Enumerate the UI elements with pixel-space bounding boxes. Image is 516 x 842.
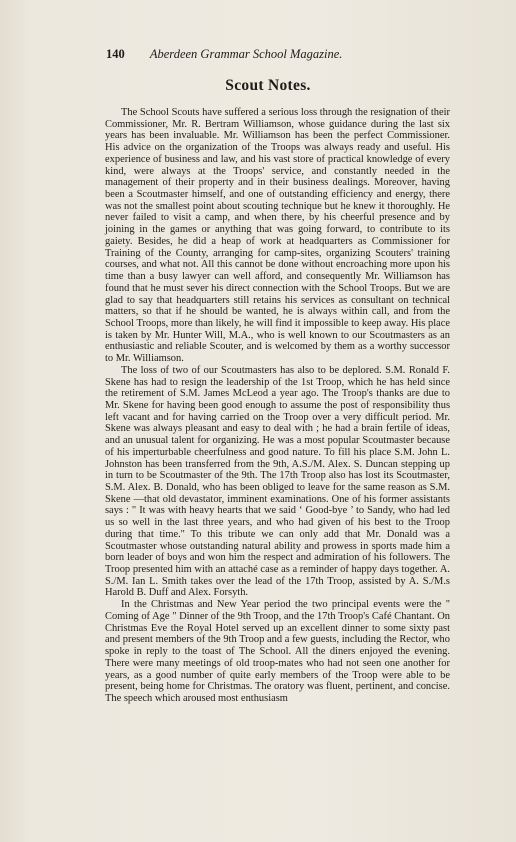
magazine-title: Aberdeen Grammar School Magazine. <box>149 47 343 61</box>
paragraph-3: In the Christmas and New Year period the two principal events were the " Coming of Age " Dinner of the 9th Troop, and the 17th Troop's Café Chantant. On Christmas Eve the Royal Hotel served up an excellent dinner to some sixty past and present members of the 9th Troop and a few guests, including the Rector, who spoke in reply to the toast of The School. All the diners enjoyed the evening. There were many meetings of old troop-mates who had not seen one another for years, as a good number of quite early members of the Troop were able to be present, being home for Christmas. The oratory was fluent, pertinent, and concise. The speech which aroused most enthusiasm <box>105 599 450 704</box>
running-header <box>106 47 426 62</box>
page-number: 140 <box>106 47 125 61</box>
paragraph-1: The School Scouts have suffered a serious loss through the resignation of their Commissioner, Mr. R. Bertram Williamson, whose guidance during the last six years has been invaluable. Mr. Williamson has been the perfect Commissioner. His advice on the organization of the Troops was always ready and useful. His experience of business and law, and his vast store of practical knowledge of every kind, were always at the Troops' service, and constantly needed in the management of their property and in their business dealings. Moreover, having been a Scoutmaster himself, and one of outstanding efficiency and energy, there was not the smallest point about scouting technique but he knew it thoroughly. He never failed to visit a camp, and when there, by his cheerful presence and by joining in the games or anything that was going forward, to contribute to its gaiety. Besides, he did a heap of work at headquarters as Commissioner for Training of the County, arranging for camp-sites, organizing Scouters' training courses, and what not. All this cannot be done without encroaching more upon his time than a busy lawyer can well afford, and consequently Mr. Williamson has found that he must sever his direct connection with the School Troops. But we are glad to say that headquarters still retains his services as consultant on technical matters, so that if he should be wanted, he is always within call, and from the School Troops, more than likely, he will find it impossible to keep away. His place is taken by Mr. Hunter Will, M.A., who is well known to our Scoutmasters as an enthusiastic and reliable Scouter, and is welcomed by them as a worthy successor to Mr. Williamson. <box>105 107 450 365</box>
paragraph-2: The loss of two of our Scoutmasters has also to be deplored. S.M. Ronald F. Skene has had to resign the leadership of the 1st Troop, which he has held since the retirement of S.M. James McLeod a year ago. The Troop's thanks are due to Mr. Skene for having been good enough to assume the post of responsibility thus left vacant and for having carried on the Troop over a very difficult period. Mr. Skene was always pleasant and easy to deal with ; he had a brain fertile of ideas, and an unusual talent for organizing. He was a most popular Scoutmaster because of his imperturbable cheerfulness and good nature. To fill his place S.M. John L. Johnston has been transferred from the 9th, A.S./M. Alex. S. Duncan stepping up in turn to be Scoutmaster of the 9th. The 17th Troop also has lost its Scoutmaster, S.M. Alex. B. Donald, who has been obliged to leave for the same reason as S.M. Skene —that old devastator, imminent examinations. One of his former assistants says : " It was with heavy hearts that we said ‘ Good-bye ’ to Sandy, who had led us so well in the last three years, and who had given of his best to the Troop during that time." To this tribute we can only add that Mr. Donald was a Scoutmaster whose outstanding natural ability and prowess in sports made him a born leader of boys and won him the respect and admiration of his followers. The Troop presented him with an attaché case as a reminder of happy days together. A. S./M. Ian L. Smith takes over the lead of the 17th Troop, assisted by A. S./M.s Harold B. Duff and Alex. Forsyth. <box>105 364 450 599</box>
article-title: Scout Notes. <box>225 77 311 94</box>
article-body <box>105 107 450 705</box>
